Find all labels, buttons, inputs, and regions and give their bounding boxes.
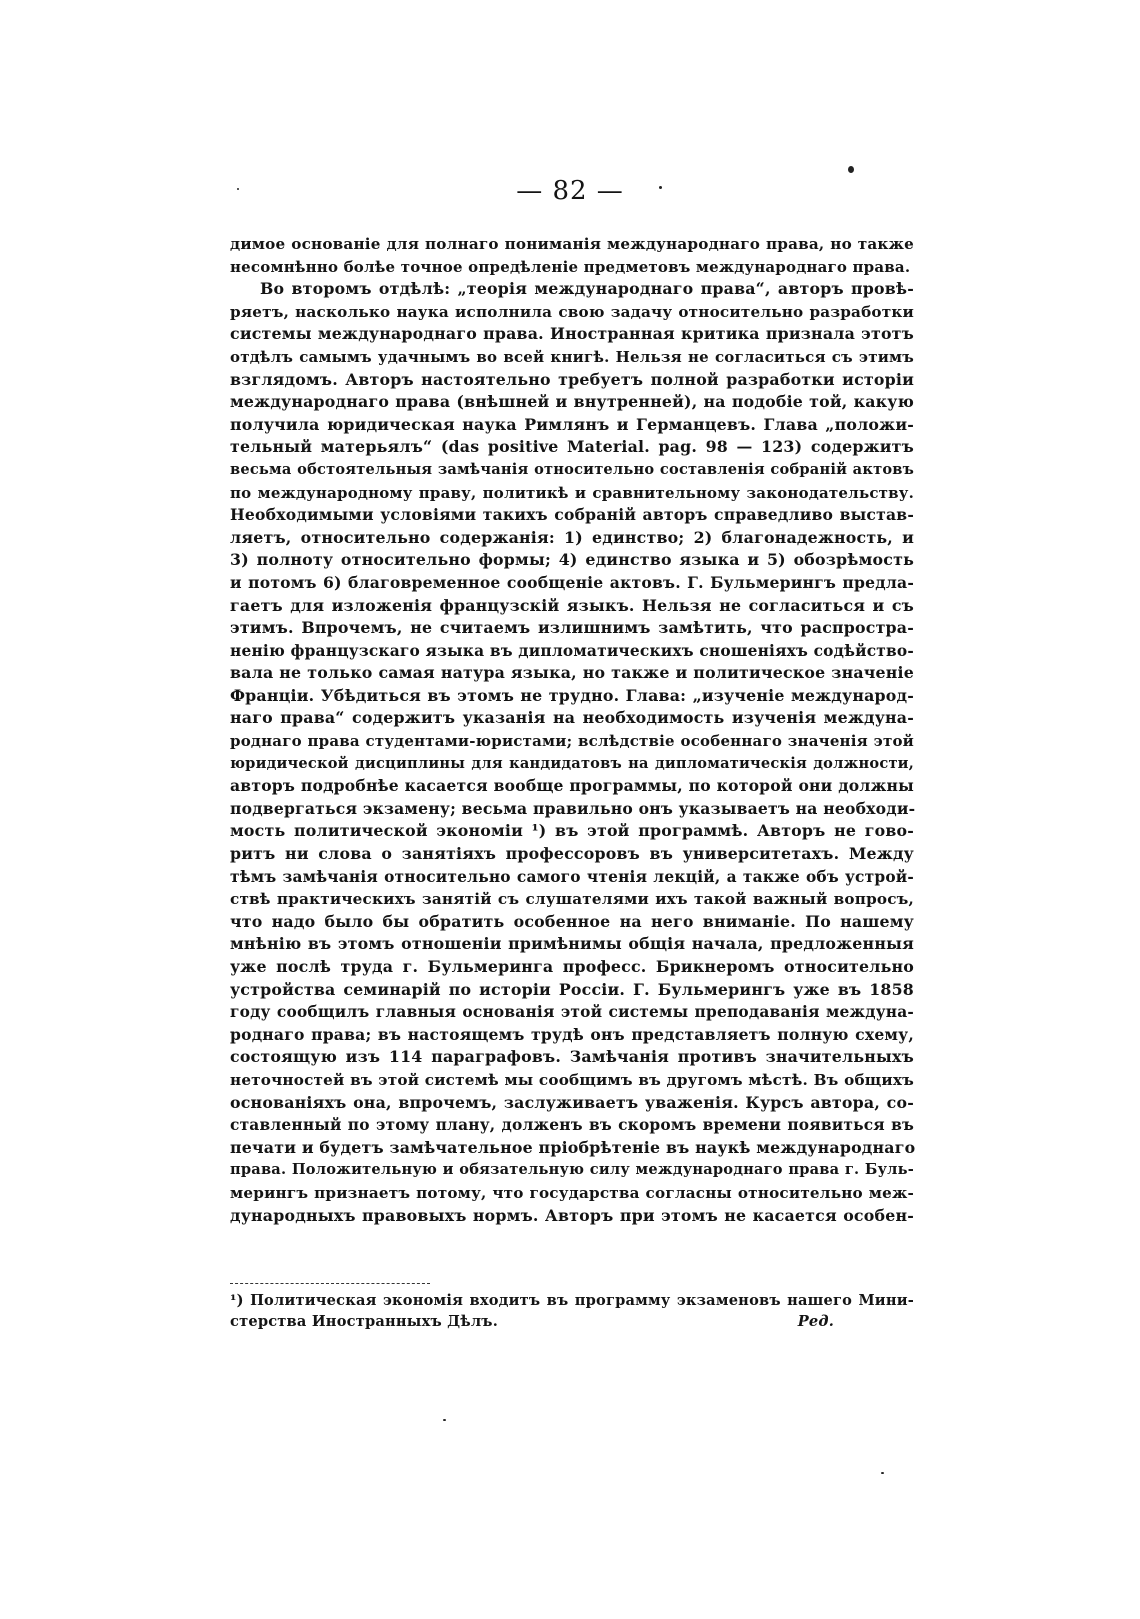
text-line: ставленный по этому плану, долженъ въ скоромъ времени появиться въ xyxy=(230,1116,914,1135)
text-line: юридической дисциплины для кандидатовъ на дипломатическія должности, xyxy=(230,754,914,772)
text-line: ствѣ практическихъ занятій съ слушателями ихъ такой важный вопросъ, xyxy=(230,890,914,909)
text-line: мнѣнію въ этомъ отношеніи примѣнимы общія начала, предложенныя xyxy=(230,934,914,954)
text-line: по международному праву, политикѣ и сравнительному законодательству. xyxy=(230,483,914,502)
text-line: ритъ ни слова о занятіяхъ профессоровъ въ университетахъ. Между xyxy=(230,844,914,864)
text-line: мерингъ признаетъ потому, что государства согласны относительно меж- xyxy=(230,1183,914,1202)
text-line: тѣмъ замѣчанія относительно самого чтенія лекцій, а также объ устрой- xyxy=(230,867,914,886)
text-line: уже послѣ труда г. Бульмеринга професс. Брикнеромъ относительно xyxy=(230,957,914,976)
editor-signature: Ред. xyxy=(797,1313,834,1330)
text-line: неточностей въ этой системѣ мы сообщимъ въ другомъ мѣстѣ. Въ общихъ xyxy=(230,1070,914,1089)
text-line: международнаго права (внѣшней и внутренней), на подобіе той, какую xyxy=(230,392,914,412)
text-line: устройства семинарій по исторіи Россіи. Г. Бульмерингъ уже въ 1858 xyxy=(230,979,914,999)
text-line: роднаго права; въ настоящемъ трудѣ онъ представляетъ полную схему, xyxy=(230,1024,914,1044)
text-line: состоящую изъ 114 параграфовъ. Замѣчанія противъ значительныхъ xyxy=(230,1047,914,1067)
text-line: гаетъ для изложенія французскій языкъ. Нельзя не согласиться и съ xyxy=(230,595,914,615)
text-line: димое основаніе для полнаго пониманія международнаго права, но также xyxy=(230,235,914,253)
text-line: взглядомъ. Авторъ настоятельно требуетъ полной разработки исторіи xyxy=(230,369,914,389)
print-speck xyxy=(881,1472,884,1474)
print-speck xyxy=(659,186,662,189)
text-line: Необходимыми условіями такихъ собраній авторъ справедливо выстав- xyxy=(230,505,914,525)
footnote xyxy=(230,1290,914,1332)
text-line: что надо было бы обратить особенное на него вниманіе. По нашему xyxy=(230,911,914,931)
text-line: вала не только самая натура языка, но также и политическое значеніе xyxy=(230,663,914,683)
text-line: мость политической экономіи ¹) въ этой программѣ. Авторъ не гово- xyxy=(230,821,914,841)
text-line: основаніяхъ она, впрочемъ, заслуживаетъ уваженія. Курсъ автора, со- xyxy=(230,1092,914,1112)
text-line: роднаго права студентами-юристами; вслѣдствіе особеннаго значенія этой xyxy=(230,732,914,751)
text-line: наго права“ содержитъ указанія на необходимость изученія междуна- xyxy=(230,708,914,728)
text-line: ненію французскаго языка въ дипломатическихъ сношеніяхъ содѣйство- xyxy=(230,641,914,660)
footnote-divider xyxy=(230,1283,430,1284)
text-line: печати и будетъ замѣчательное пріобрѣтеніе въ наукѣ международнаго xyxy=(230,1137,916,1157)
page-number: — 82 — xyxy=(516,176,624,206)
footnote-line-final xyxy=(230,1311,914,1332)
text-line: весьма обстоятельныя замѣчанія относительно составленія собраній актовъ xyxy=(230,460,914,478)
text-line: ряетъ, насколько наука исполнила свою задачу относительно разработки xyxy=(230,302,914,321)
text-line: авторъ подробнѣе касается вообще программы, по которой они должны xyxy=(230,776,914,796)
text-line: подвергаться экзамену; весьма правильно онъ указываетъ на необходи- xyxy=(230,798,916,818)
text-line: права. Положительную и обязательную силу международнаго права г. Буль- xyxy=(230,1161,914,1179)
text-line: Во второмъ отдѣлѣ: „теорія международнаго права“, авторъ провѣ- xyxy=(260,279,914,299)
text-line: ляетъ, относительно содержанія: 1) единство; 2) благонадежность, и xyxy=(230,527,914,547)
text-line: и потомъ 6) благовременное сообщеніе актовъ. Г. Бульмерингъ предла- xyxy=(230,572,914,592)
footnote-line: ¹) Политическая экономія входитъ въ программу экзаменовъ нашего Мини- xyxy=(230,1292,914,1309)
print-speck xyxy=(848,166,854,173)
text-line: тельный матерьялъ“ (das positive Material. pag. 98 — 123) содержитъ xyxy=(230,437,914,457)
print-speck xyxy=(237,188,239,190)
print-speck xyxy=(443,1419,446,1421)
footnote-line: стерства Иностранныхъ Дѣлъ. xyxy=(230,1313,498,1330)
text-line: Франціи. Убѣдиться въ этомъ не трудно. Глава: „изученіе международ- xyxy=(230,685,914,705)
text-line: отдѣлъ самымъ удачнымъ во всей книгѣ. Нельзя не согласиться съ этимъ xyxy=(230,347,914,366)
text-line: этимъ. Впрочемъ, не считаемъ излишнимъ замѣтить, что распростра- xyxy=(230,618,914,638)
text-line: получила юридическая наука Римлянъ и Германцевъ. Глава „положи- xyxy=(230,414,914,434)
text-line: системы международнаго права. Иностранная критика признала этотъ xyxy=(230,324,914,344)
text-line: несомнѣнно болѣе точное опредѣленіе предметовъ международнаго права. xyxy=(230,257,911,276)
body-text xyxy=(230,233,914,1227)
text-line: 3) полноту относительно формы; 4) единство языка и 5) обозрѣмость xyxy=(230,550,914,570)
text-line: году сообщилъ главныя основанія этой системы преподаванія междуна- xyxy=(230,1003,914,1022)
text-line: дународныхъ правовыхъ нормъ. Авторъ при этомъ не касается особен- xyxy=(230,1205,914,1225)
